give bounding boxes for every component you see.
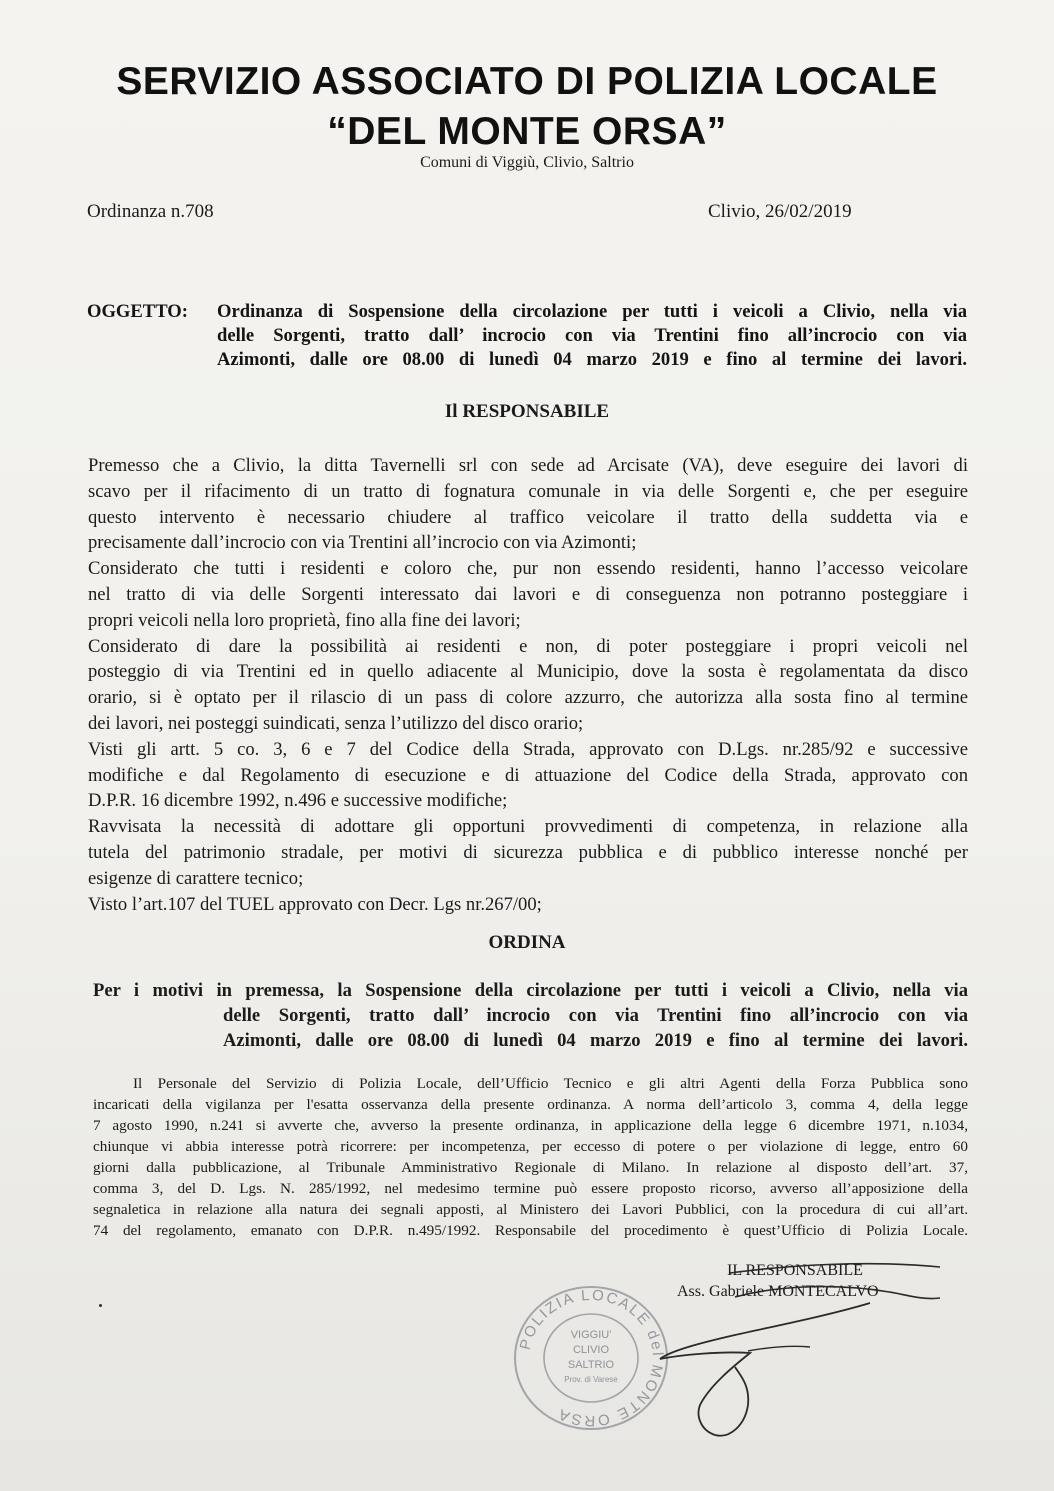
responsible-heading: Il RESPONSABILE [444,401,610,422]
signature-name: Ass. Gabriele MONTECALVO [677,1283,879,1300]
body-line: D.P.R. 16 dicembre 1992, n.496 e successive modifiche; [88,790,508,812]
body-line: esigenze di carattere tecnico; [88,867,304,889]
subject-line: delle Sorgenti, tratto dall’ incrocio con via Trentini fino all’incrocio con via [217,325,967,346]
body-line: Ravvisata la necessità di adottare gli opportuni provvedimenti di competenza, in relazione alla [88,816,968,838]
body-line: Visti gli artt. 5 co. 3, 6 e 7 del Codice della Strada, approvato con D.Lgs. nr.285/92 e successive [88,738,968,760]
stamp-center-line: VIGGIU' [570,1329,612,1341]
header-title-line2: “DEL MONTE ORSA” [327,110,727,153]
subject-label: OGGETTO: [87,301,188,322]
subject-line: Azimonti, dalle ore 08.00 di lunedì 04 marzo 2019 e fino al termine dei lavori. [217,349,967,370]
legal-line: incaricati della vigilanza per l'esatta osservanza della presente ordinanza. A norma dell’articolo 3, comma 4, della legge [93,1096,968,1113]
body-line: Premesso che a Clivio, la ditta Tavernelli srl con sede ad Arcisate (VA), deve eseguire dei lavori di [88,455,968,476]
premises-body [88,453,968,917]
ordinance-number: Ordinanza n.708 [87,201,214,222]
body-line: posteggio di via Trentini ed in quello adiacente al Municipio, dove la sosta è regolamentata da disco [88,661,968,683]
header-title-line1: SERVIZIO ASSOCIATO DI POLIZIA LOCALE [116,60,938,103]
order-heading: ORDINA [488,932,566,953]
stamp-ring-text: POLIZIA LOCALE del MONTE ORSA [516,1286,667,1430]
body-line: dei lavori, nei posteggi suindicati, senza l’utilizzo del disco orario; [88,712,584,734]
legal-notice [93,1073,968,1241]
legal-line: 7 agosto 1990, n.241 si avverte che, avverso la presente ordinanza, in applicazione della legge 6 dicembre 1971, n.1034, [93,1117,968,1134]
body-line: scavo per il rifacimento di un tratto di fognatura comunale in via delle Sorgenti e, che per eseguire [88,480,968,502]
subject-text [217,300,967,372]
stamp-center-line: CLIVIO [572,1344,610,1356]
legal-line: comma 3, del D. Lgs. N. 285/1992, nel medesimo termine può essere proposto ricorso, avverso all’apposizione della [93,1180,968,1197]
body-line: questo intervento è necessario chiudere al traffico veicolare il tratto della suddetta via e [88,506,968,528]
stray-dot [99,1304,102,1307]
body-line: tutela del patrimonio stradale, per motivi di sicurezza pubblica e di pubblico interesse nonché per [88,841,968,863]
header-subtitle: Comuni di Viggiù, Clivio, Saltrio [420,154,634,171]
body-line: modifiche e dal Regolamento di esecuzione e di attuazione del Codice della Strada, approvato con [88,764,968,786]
body-line: orario, si è optato per il rilascio di un pass di colore azzurro, che autorizza alla sosta fino al termine [88,687,968,709]
signature-title: IL RESPONSABILE [727,1262,863,1279]
handwritten-signature [640,1255,950,1445]
subject-line: Ordinanza di Sospensione della circolazione per tutti i veicoli a Clivio, nella via [217,301,967,322]
body-line: Visto l’art.107 del TUEL approvato con Decr. Lgs nr.267/00; [88,893,542,915]
legal-line: chiunque vi abbia interesse potrà ricorrere: per incompetenza, per eccesso di potere o per violazione di legge, entro 60 [93,1138,968,1155]
order-line: Azimonti, dalle ore 08.00 di lunedì 04 marzo 2019 e fino al termine dei lavori. [223,1030,968,1051]
legal-line: 74 del regolamento, emanato con D.P.R. n.495/1992. Responsabile del procedimento è quest’Ufficio di Polizia Locale. [93,1222,968,1239]
order-line: delle Sorgenti, tratto dall’ incrocio con via Trentini fino all’incrocio con via [223,1005,968,1026]
stamp-center-line: Prov. di Varese [564,1375,618,1384]
body-line: Considerato di dare la possibilità ai residenti e non, di poter posteggiare i propri veicoli nel [88,635,968,657]
order-line: Per i motivi in premessa, la Sospensione della circolazione per tutti i veicoli a Clivio, nella via [93,980,968,1001]
legal-line: Il Personale del Servizio di Polizia Locale, dell’Ufficio Tecnico e gli altri Agenti della Forza Pubblica sono [133,1075,968,1092]
body-line: nel tratto di via delle Sorgenti interessato dai lavori e di conseguenza non potranno posteggiare i [88,583,968,605]
stamp-center-line: SALTRIO [567,1359,615,1371]
place-date: Clivio, 26/02/2019 [708,201,852,222]
body-line: precisamente dall’incrocio con via Trentini all’incrocio con via Azimonti; [88,532,637,554]
order-text [93,978,968,1053]
body-line: propri veicoli nella loro proprietà, fino alla fine dei lavori; [88,609,521,631]
legal-line: giorni dalla pubblicazione, al Tribunale Amministrativo Regionale di Milano. In relazione al disposto dell’art. 37, [93,1159,968,1176]
legal-line: segnaletica in relazione alla natura dei segnali apposti, al Ministero dei Lavori Pubblici, con la procedura di cui all’art. [93,1201,968,1218]
body-line: Considerato che tutti i residenti e coloro che, pur non essendo residenti, hanno l’accesso veicolare [88,558,968,580]
